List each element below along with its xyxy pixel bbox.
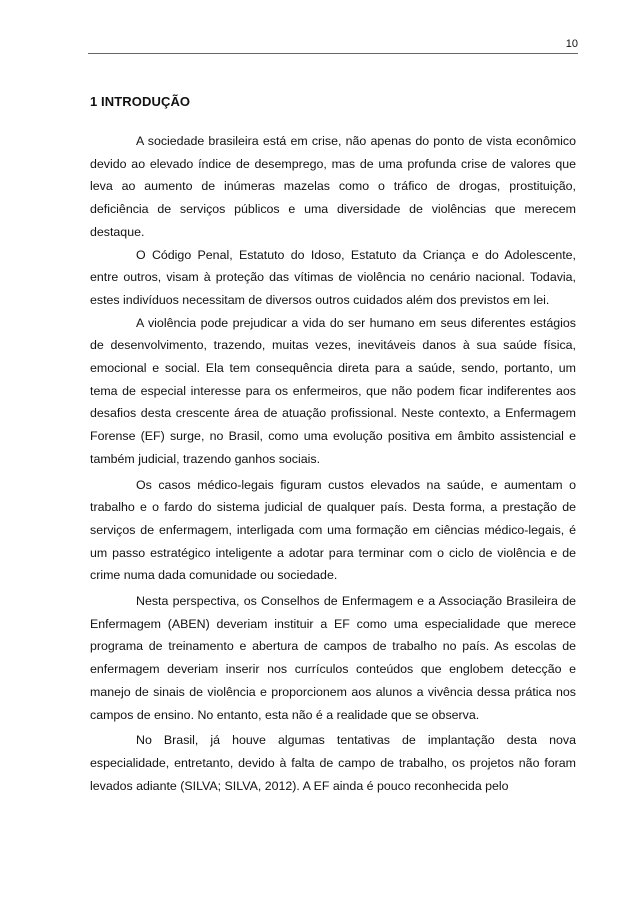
paragraph-6: No Brasil, já houve algumas tentativas de implantação desta nova especialidade, entretanto, devido à falta de campo de trabalho, os projetos não foram levados adiante (SILVA; SILVA, 2012). A EF ainda é pouco reconhecida pelo: [90, 733, 576, 793]
paragraph-3: A violência pode prejudicar a vida do ser humano em seus diferentes estágios de desenvolvimento, trazendo, muitas vezes, inevitáveis danos à sua saúde física, emocional e social. Ela tem consequência direta para a saúde, sendo, portanto, um tema de especial interesse para os enfermeiros, que não podem ficar indiferentes aos desafios desta crescente área de atuação profissional. Neste contexto, a Enfermagem Forense (EF) surge, no Brasil, como uma evolução positiva em âmbito assistencial e também judicial, trazendo ganhos sociais.: [90, 315, 576, 466]
paragraph-4: Os casos médico-legais figuram custos elevados na saúde, e aumentam o trabalho e o fardo do sistema judicial de qualquer país. Desta forma, a prestação de serviços de enfermagem, interligada com uma formação em ciências médico-legais, é um passo estratégico inteligente a adotar para terminar com o ciclo de violência e de crime numa dada comunidade ou sociedade.: [90, 477, 576, 583]
body-text: [90, 130, 576, 797]
header-rule: [88, 53, 578, 54]
section-heading: 1 INTRODUÇÃO: [90, 94, 191, 109]
paragraph-5: Nesta perspectiva, os Conselhos de Enfermagem e a Associação Brasileira de Enfermagem (ABEN) deveriam instituir a EF como uma especialidade que merece programa de treinamento e abertura de campos de trabalho no país. As escolas de enfermagem deveriam inserir nos currículos conteúdos que englobem detecção e manejo de sinais de violência e proporcionem aos alunos a vivência dessa prática nos campos de ensino. No entanto, esta não é a realidade que se observa.: [90, 594, 576, 722]
page-number: 10: [565, 38, 578, 50]
paragraph-1: A sociedade brasileira está em crise, não apenas do ponto de vista econômico devido ao elevado índice de desemprego, mas de uma profunda crise de valores que leva ao aumento de inúmeras mazelas como o tráfico de drogas, prostituição, deficiência de serviços públicos e uma diversidade de violências que merecem destaque.: [90, 134, 576, 239]
paragraph-2: O Código Penal, Estatuto do Idoso, Estatuto da Criança e do Adolescente, entre outros, visam à proteção das vítimas de violência no cenário nacional. Todavia, estes indivíduos necessitam de diversos outros cuidados além dos previstos em lei.: [90, 247, 576, 307]
